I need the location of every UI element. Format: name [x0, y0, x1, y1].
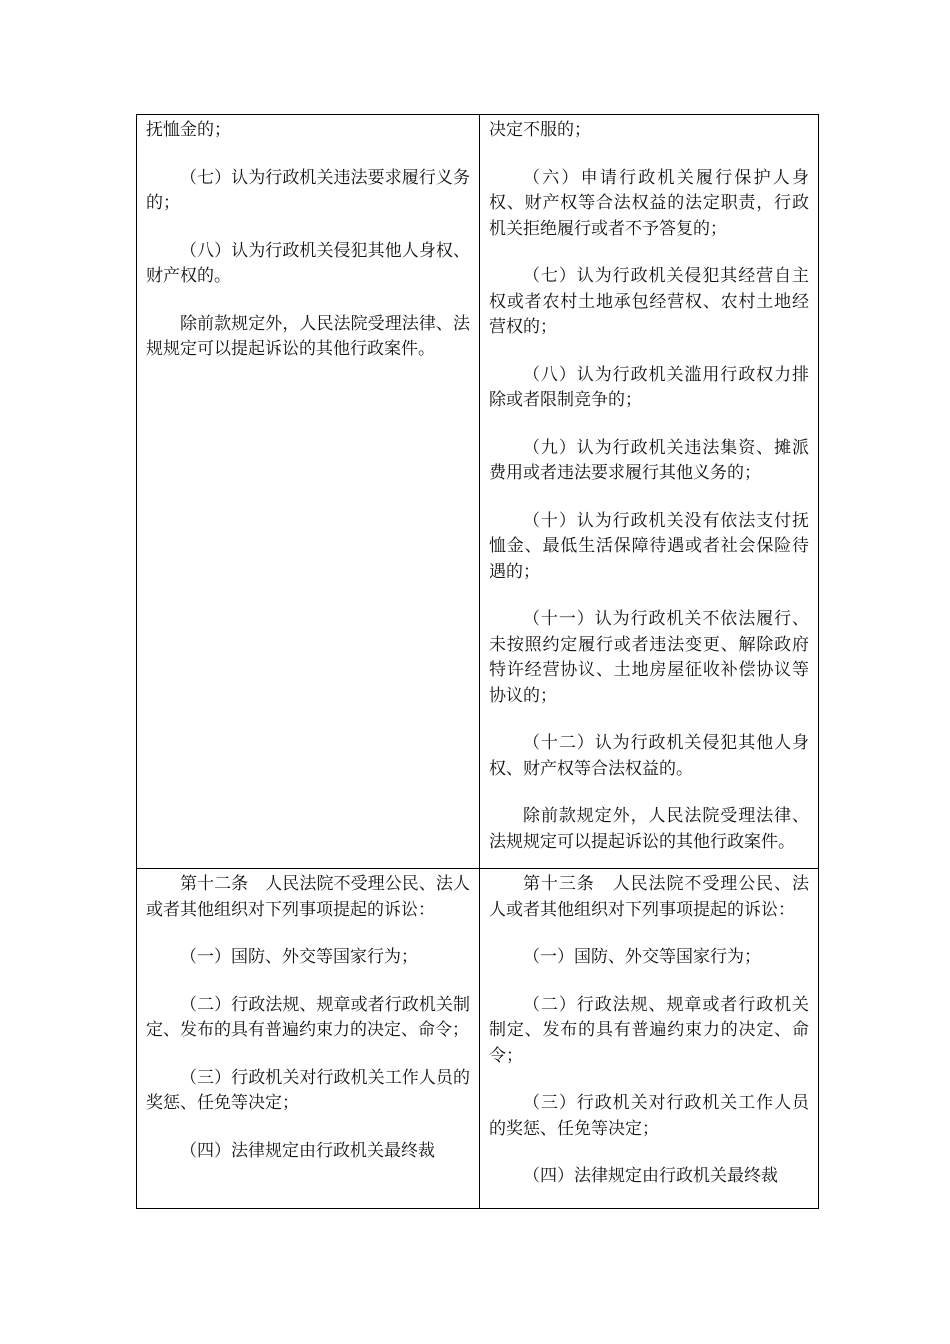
clause-paragraph: 抚恤金的； — [146, 120, 231, 140]
clause-paragraph: （八）认为行政机关侵犯其他人身权、财产权的。 — [146, 240, 470, 286]
clause-paragraph: （三）行政机关对行政机关工作人员的奖惩、任免等决定； — [489, 1093, 809, 1139]
clause-paragraph: （十二）认为行政机关侵犯其他人身权、财产权等合法权益的。 — [489, 733, 809, 779]
left-cell — [137, 869, 480, 1209]
clause-paragraph: （七）认为行政机关违法要求履行义务的； — [146, 167, 470, 213]
clause-paragraph: （四）法律规定由行政机关最终裁 — [180, 1140, 435, 1161]
clause-paragraph: （二）行政法规、规章或者行政机关制定、发布的具有普遍约束力的决定、命令； — [489, 994, 809, 1066]
table-row — [137, 869, 819, 1209]
clause-paragraph: （七）认为行政机关侵犯其经营自主权或者农村土地承包经营权、农村土地经营权的； — [489, 266, 809, 337]
clause-paragraph: 除前款规定外，人民法院受理法律、法规规定可以提起诉讼的其他行政案件。 — [146, 313, 470, 359]
clause-paragraph: （一）国防、外交等国家行为； — [523, 947, 761, 967]
left-cell — [137, 115, 480, 869]
clause-paragraph: （九）认为行政机关违法集资、摊派费用或者违法要求履行其他义务的； — [489, 437, 809, 483]
clause-paragraph: （六）申请行政机关履行保护人身权、财产权等合法权益的法定职责，行政机关拒绝履行或者不予答复的； — [489, 167, 809, 239]
clause-paragraph: （四）法律规定由行政机关最终裁 — [523, 1166, 778, 1186]
clause-paragraph: 第十二条 人民法院不受理公民、法人或者其他组织对下列事项提起的诉讼： — [146, 874, 470, 920]
clause-paragraph: 决定不服的； — [489, 120, 591, 140]
right-cell — [480, 869, 819, 1209]
clause-paragraph: 第十三条 人民法院不受理公民、法人或者其他组织对下列事项提起的诉讼： — [489, 874, 809, 920]
right-cell — [480, 115, 819, 869]
clause-paragraph: （三）行政机关对行政机关工作人员的奖惩、任免等决定； — [146, 1067, 470, 1113]
clause-paragraph: （八）认为行政机关滥用行政权力排除或者限制竞争的； — [489, 364, 809, 410]
clause-paragraph: （十一）认为行政机关不依法履行、未按照约定履行或者违法变更、解除政府特许经营协议、土地房屋征收补偿协议等协议的； — [489, 609, 809, 706]
comparison-table — [136, 114, 819, 1209]
clause-paragraph: （十）认为行政机关没有依法支付抚恤金、最低生活保障待遇或者社会保险待遇的； — [489, 510, 809, 582]
clause-paragraph: （二）行政法规、规章或者行政机关制定、发布的具有普遍约束力的决定、命令； — [146, 994, 470, 1040]
table-row — [137, 115, 819, 869]
clause-paragraph: 除前款规定外，人民法院受理法律、法规规定可以提起诉讼的其他行政案件。 — [489, 806, 809, 852]
clause-paragraph: （一）国防、外交等国家行为； — [180, 947, 418, 967]
